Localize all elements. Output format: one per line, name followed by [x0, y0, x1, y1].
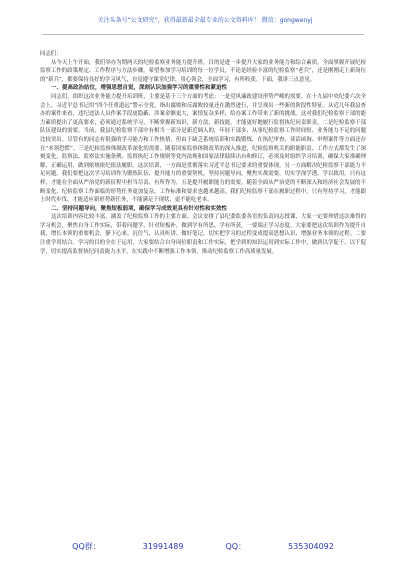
footer-contact: [40, 541, 366, 552]
document-body: [40, 50, 366, 520]
qq-group-label: QQ群：: [72, 542, 101, 551]
salutation: 同志们：: [40, 51, 62, 57]
intro-paragraph: 从今天上午开始，我们举办为期两天的纪检监察业务能力提升班，目的是进一步提升大家的业务能力和综合素质，全面掌握开展纪检监察工作的政策规定、工作程序与方法步骤。希望参加学习培训的每一位学员，不论是经验丰富的纪检监察“老兵”，还是刚刚走上新岗位的“新兵”，都要保持良好的学习风气，自觉遵守课堂纪律，用心领会，全面学习，有所收获。下面，我讲三点意见。: [40, 59, 366, 83]
section-1-paragraph: 同志们，组织这次业务能力提升培训班，主要是基于三个方面的考虑：一是党风廉政建设形势严峻的需要。在十九届中央纪委六次全会上，习近平总书记用“四个任重道远”警示全党，指出腐败和反腐败较量还在激烈进行，并呈现出一些新的阶段性特征。从近几年我县查办的案件来看，违纪违法人员作案手段更隐蔽、涉案金额更大，案情复杂多样，给办案工作带来了新的挑战。这对我们纪检监察干部的能力素质提出了更高要求，必须通过系统学习，不断掌握新知识、新方法、新技能，才能更好地履行监督执纪问责职责。二是纪检监察干部队伍建设的需要。当前，我县纪检监察干部中有相当一部分是新近调入的，年轻干部多、从事纪检监察工作时间短、业务能力不足的问题比较突出。尽管有的同志有很强的学习能力和工作热情，但由于缺乏系统培训和实践锻炼，在执纪审查、谈话函询、审理案件等方面还存在“本领恐慌”。三是纪检监察体制改革深化的需要。随着国家监察体制改革的深入推进，纪检监察机关的职能职责、工作方式都发生了深刻变化，监察法、监察法实施条例、监督执纪工作规则等党内法规和国家法律陆续出台和修订，必须及时组织学习培训，确保大家准确理解、正确运用，做到依规依纪依法履职。这次培训，一方面是贯彻落实习近平总书记要求的重要体现，另一方面解决纪检监察干部能力不足问题。我们要把这次学习培训作为锻炼队伍、提升能力的重要契机，坚持问题导向，聚焦实战需要，切实学深学透、学以致用。只有这样，才能在全面从严治党的新征程中担当尽责、有所作为。五是提升履职能力的需要。随着全面从严治党的不断深入和经济社会发展的不断变化，纪检监察工作面临的形势任务更加复杂，工作标准和要求也越来越高。我们纪检监察干部在履职过程中，只有坚持学习，才能跟上时代步伐，才能适应新形势新任务，不能满足于现状，更不能吃老本。: [40, 93, 366, 204]
qq-group-number: 31991489: [142, 542, 184, 551]
top-banner: [40, 15, 370, 24]
qq-label: QQ：: [225, 542, 247, 551]
qq-info: [225, 542, 333, 551]
section-1-heading: 一、提高政治站位，增强思想自觉，深刻认识加强学习的重要性和紧迫性: [51, 85, 228, 92]
banner-text: 关注头条号“公文研究”，获得最新最全最专业的公文资料库！ 微信：gongwenyj: [97, 17, 313, 24]
section-2-heading: 二、坚持问题导向，聚焦短板弱项，确保学习成效更具有针对性和实效性: [51, 205, 228, 212]
header-divider: [42, 34, 364, 35]
section-2-paragraph: 这次培训内容比较丰富，涵盖了纪检监察工作的主要方面。会议安排了县纪委监委各室的负责同志授课，大家一定要珍惜这次难得的学习机会，聚焦自身工作实际，带着问题学，针对短板补，做到学有所思、学有所获。一要端正学习态度。大家要把这次培训作为提升自我、增长本领的重要机会，静下心来、沉住气，认真听讲、做好笔记，切实把学习的过程变成提高思想认识、增强业务本领的过程。二要注重学用结合。学习的目的全在于运用，大家要结合自身岗位职责和工作实际，把学到的知识运用到实际工作中，做到以学促干、以干促学，切实提高监督执纪问责能力水平，在实践中不断增强工作本领，推动纪检监察工作高质量发展。: [40, 214, 366, 255]
qq-group-info: [72, 542, 183, 551]
qq-number: 535304092: [288, 542, 334, 551]
